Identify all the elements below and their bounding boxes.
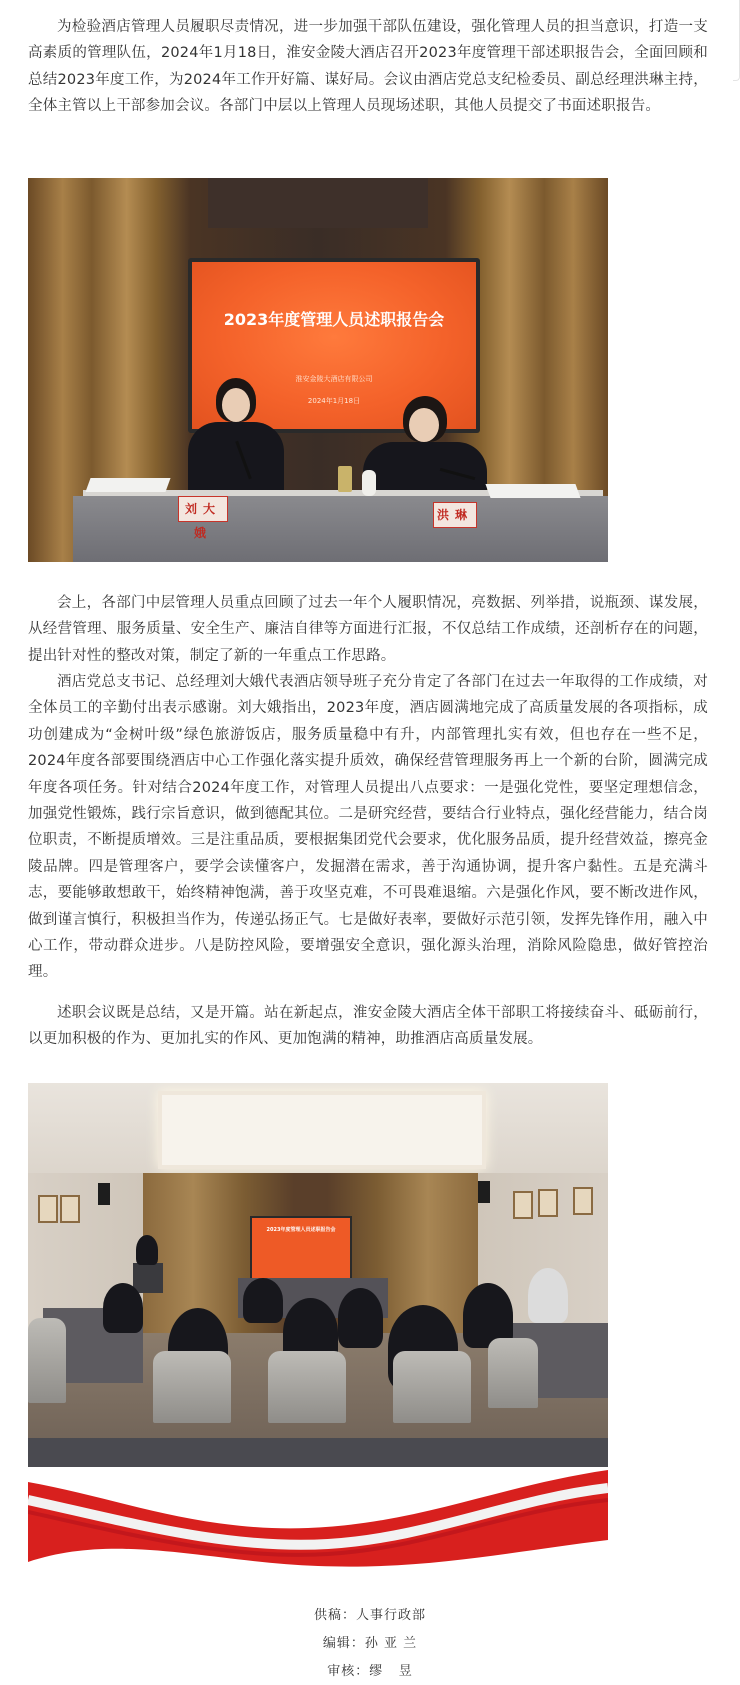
meeting-room-photo: [28, 1083, 608, 1467]
lectern: [133, 1263, 163, 1293]
attendee: [338, 1288, 383, 1348]
credit-supply-value: 人事行政部: [356, 1608, 427, 1623]
tea-cup-icon: [338, 466, 352, 492]
projection-screen: [250, 1216, 352, 1280]
screen-title: 2023年度管理人员述职报告会: [223, 310, 445, 329]
paragraph-intro: 为检验酒店管理人员履职尽责情况，进一步加强干部队伍建设，强化管理人员的担当意识，打造一支高素质的管理队伍，2024年1月18日，淮安金陵大酒店召开2023年度管理干部述职报告会，全面回顾和总结2023年度工作，为2024年工作开好篇、谋好局。会议由酒店党总支纪检委员、副总经理洪琳主持，全体主管以上干部参加会议。各部门中层以上管理人员现场述职，其他人员提交了书面述职报告。: [28, 19, 708, 115]
red-ribbon-decoration: [28, 1470, 608, 1570]
screen-title: 2023年度管理人员述职报告会: [266, 1227, 336, 1233]
chair: [393, 1351, 471, 1423]
attendee: [528, 1268, 568, 1323]
scrollbar-indicator[interactable]: [733, 0, 740, 81]
nameplate-left: 刘大娥: [178, 496, 228, 522]
wall-picture-frame: [573, 1187, 593, 1215]
tea-cup-icon: [362, 470, 376, 496]
conference-table: [73, 496, 608, 562]
nameplate-right: 洪琳: [433, 502, 477, 528]
credit-review: [0, 1660, 740, 1679]
wall-picture-frame: [538, 1189, 558, 1217]
paragraph-requirements: 酒店党总支书记、总经理刘大娥代表酒店领导班子充分肯定了各部门在过去一年取得的工作成绩，对全体员工的辛勤付出表示感谢。刘大娥指出，2023年度，酒店圆满地完成了高质量发展的各项指标，成功创建成为“金树叶级”绿色旅游饭店，服务质量稳中有升，内部管理扎实有效，但也存在一些不足，2024年度各部要围绕酒店中心工作强化落实提升质效，确保经营管理服务再上一个新的台阶，圆满完成年度各项任务。针对结合2024年度工作，对管理人员提出八点要求：一是强化党性，要坚定理想信念，加强党性锻炼，践行宗旨意识，做到德配其位。二是研究经营，要结合行业特点，强化经营能力，结合岗位职责，不断提质增效。三是注重品质，要根据集团党代会要求，优化服务品质，提升经营效益，擦亮金陵品牌。四是管理客户，要学会读懂客户，发掘潜在需求，善于沟通协调，提升客户黏性。五是充满斗志，要能够敢想敢干，始终精神饱满，善于攻坚克难，不可畏难退缩。六是强化作风，要不断改进作风，做到谨言慎行，积极担当作为，传递弘扬正气。七是做好表率，要做好示范引领，发挥先锋作用，融入中心工作，带动群众进步。八是防控风险，要增强安全意识，强化源头治理，消除风险隐患，做好管控治理。: [28, 674, 708, 981]
speaker-at-lectern: [136, 1235, 158, 1265]
credit-supply: [0, 1604, 740, 1623]
speaker-icon: [478, 1181, 490, 1203]
paragraph-conclusion: 述职会议既是总结，又是开篇。站在新起点，淮安金陵大酒店全体干部职工将接续奋斗、砥砺前行，以更加积极的作为、更加扎实的作风、更加饱满的精神，助推酒店高质量发展。: [28, 1005, 708, 1048]
credit-review-label: 审核：: [327, 1664, 370, 1679]
chair: [153, 1351, 231, 1423]
ceiling-panel: [208, 178, 428, 228]
chair: [488, 1338, 538, 1408]
attendee: [103, 1283, 143, 1333]
foreground-desk: [28, 1438, 608, 1467]
credit-review-value: 缪 昱: [369, 1664, 413, 1679]
documents: [485, 484, 580, 498]
meeting-podium-photo: [28, 178, 608, 562]
wall-picture-frame: [60, 1195, 80, 1223]
paragraph-reports: 会上，各部门中层管理人员重点回顾了过去一年个人履职情况，亮数据、列举措，说瓶颈、谋发展，从经营管理、服务质量、安全生产、廉洁自律等方面进行汇报，不仅总结工作成绩，还剖析存在的问题，提出针对性的整改对策，制定了新的一年重点工作思路。: [28, 595, 708, 664]
credit-supply-label: 供稿：: [313, 1608, 356, 1623]
credit-editor-label: 编辑：: [322, 1636, 365, 1651]
documents: [85, 478, 170, 492]
chair: [268, 1351, 346, 1423]
chair: [28, 1318, 66, 1403]
ceiling-light-panel: [158, 1091, 486, 1169]
credit-editor-value: 孙 亚 兰: [364, 1636, 418, 1651]
wall-picture-frame: [513, 1191, 533, 1219]
screen-organization: 淮安金陵大酒店有限公司: [295, 375, 373, 383]
speaker-icon: [98, 1183, 110, 1205]
wall-picture-frame: [38, 1195, 58, 1223]
credit-editor: [0, 1632, 740, 1651]
screen-date: 2024年1月18日: [307, 397, 361, 405]
attendee: [243, 1278, 283, 1323]
